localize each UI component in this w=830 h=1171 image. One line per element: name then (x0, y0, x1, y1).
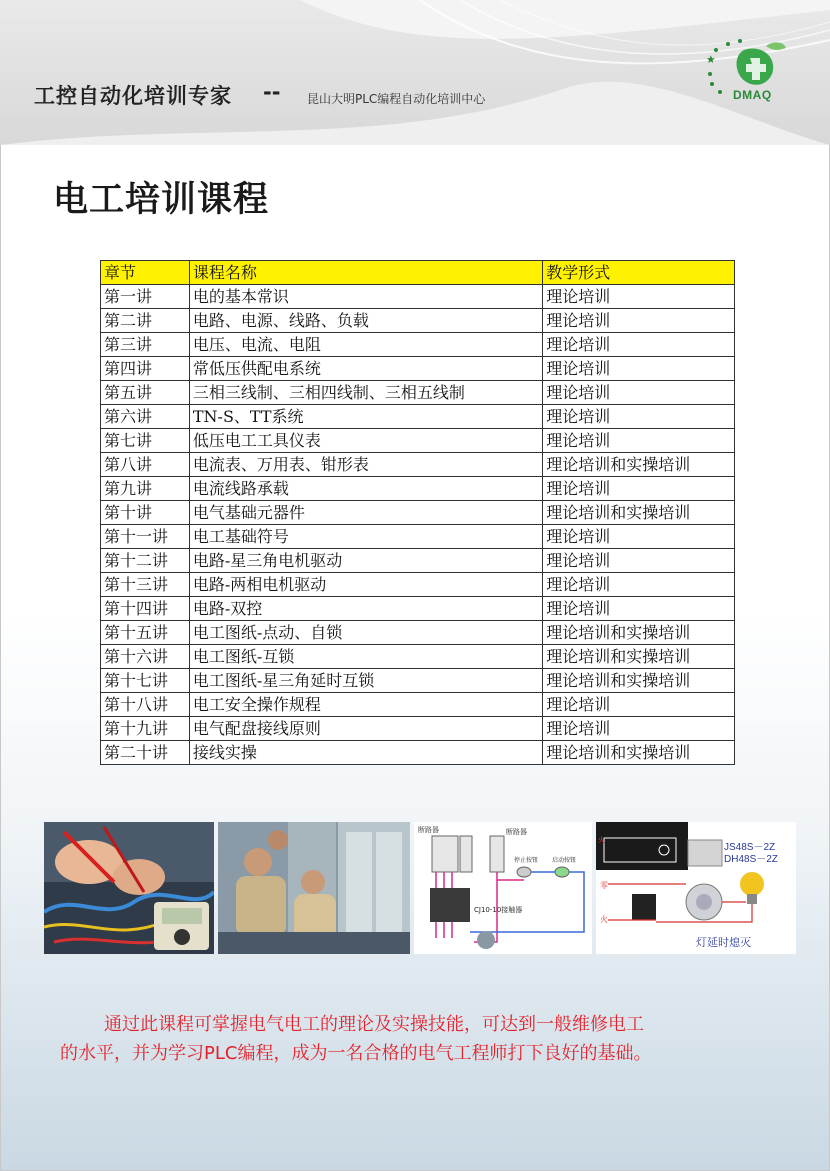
fire-label-top: 火 (598, 836, 605, 844)
chapter-cell: 第十八讲 (101, 693, 190, 717)
course-name-cell: 常低压供配电系统 (189, 357, 542, 381)
chapter-cell: 第十讲 (101, 501, 190, 525)
photo-contactor-wiring-diagram (414, 822, 592, 954)
chapter-cell: 第十二讲 (101, 549, 190, 573)
chapter-cell: 第二十讲 (101, 741, 190, 765)
table-row (101, 453, 735, 477)
table-row (101, 573, 735, 597)
description-line-2: 的水平，并为学习PLC编程，成为一名合格的电气工程师打下良好的基础。 (60, 1043, 652, 1064)
course-name-cell: 电压、电流、电阻 (189, 333, 542, 357)
header-title: 工控自动化培训专家 (34, 84, 232, 108)
table-row (101, 501, 735, 525)
course-name-cell: 电工图纸-点动、自锁 (189, 621, 542, 645)
chapter-cell: 第五讲 (101, 381, 190, 405)
teaching-form-cell: 理论培训和实操培训 (543, 621, 735, 645)
table-row (101, 525, 735, 549)
table-row (101, 717, 735, 741)
timer-model-label-1: JS48S－2Z (724, 842, 776, 853)
course-name-cell: 接线实操 (189, 741, 542, 765)
chapter-cell: 第一讲 (101, 285, 190, 309)
teaching-form-cell: 理论培训 (543, 717, 735, 741)
chapter-cell: 第二讲 (101, 309, 190, 333)
timer-model-label-2: DH48S－2Z (724, 854, 778, 865)
photo-delay-lamp-diagram (596, 822, 796, 954)
stop-button-label: 停止按钮 (514, 857, 539, 864)
table-row (101, 693, 735, 717)
chapter-cell: 第七讲 (101, 429, 190, 453)
header-subtitle: 昆山大明PLC编程自动化培训中心 (307, 92, 486, 106)
table-row (101, 597, 735, 621)
fire-label: 火 (600, 915, 608, 924)
course-name-cell: 低压电工工具仪表 (189, 429, 542, 453)
course-name-cell: 电路-星三角电机驱动 (189, 549, 542, 573)
chapter-cell: 第十一讲 (101, 525, 190, 549)
teaching-form-cell: 理论培训 (543, 309, 735, 333)
teaching-form-cell: 理论培训 (543, 357, 735, 381)
breaker-label-1: 断路器 (418, 826, 439, 834)
zero-label: 零 (600, 881, 608, 890)
course-name-cell: 电路-双控 (189, 597, 542, 621)
chapter-cell: 第四讲 (101, 357, 190, 381)
start-button-label: 启动按钮 (552, 857, 577, 864)
table-row (101, 333, 735, 357)
column-header-course-name: 课程名称 (189, 261, 542, 285)
column-header-chapter: 章节 (101, 261, 190, 285)
table-row (101, 309, 735, 333)
teaching-form-cell: 理论培训和实操培训 (543, 453, 735, 477)
table-header-row (101, 261, 735, 285)
teaching-form-cell: 理论培训 (543, 597, 735, 621)
course-name-cell: TN-S、TT系统 (189, 405, 542, 429)
diagram-caption: 灯延时熄灭 (696, 936, 751, 949)
teaching-form-cell: 理论培训和实操培训 (543, 645, 735, 669)
course-name-cell: 电气配盘接线原则 (189, 717, 542, 741)
photo-multimeter-wiring (44, 822, 214, 954)
table-row (101, 669, 735, 693)
course-description (60, 1010, 780, 1068)
table-row (101, 357, 735, 381)
course-table (100, 260, 735, 765)
teaching-form-cell: 理论培训 (543, 381, 735, 405)
course-name-cell: 电工图纸-星三角延时互锁 (189, 669, 542, 693)
table-row (101, 477, 735, 501)
course-name-cell: 电流线路承载 (189, 477, 542, 501)
teaching-form-cell: 理论培训和实操培训 (543, 501, 735, 525)
chapter-cell: 第六讲 (101, 405, 190, 429)
chapter-cell: 第十五讲 (101, 621, 190, 645)
table-row (101, 645, 735, 669)
photo-trainees-practicing (218, 822, 410, 954)
teaching-form-cell: 理论培训 (543, 333, 735, 357)
teaching-form-cell: 理论培训 (543, 429, 735, 453)
page-title: 电工培训课程 (53, 179, 270, 220)
logo-text: DMAQ (733, 88, 772, 102)
teaching-form-cell: 理论培训和实操培训 (543, 669, 735, 693)
table-row (101, 621, 735, 645)
teaching-form-cell: 理论培训 (543, 285, 735, 309)
column-header-teaching-form: 教学形式 (543, 261, 735, 285)
chapter-cell: 第九讲 (101, 477, 190, 501)
chapter-cell: 第十三讲 (101, 573, 190, 597)
chapter-cell: 第八讲 (101, 453, 190, 477)
description-line-1: 通过此课程可掌握电气电工的理论及实操技能，可达到一般维修电工 (104, 1014, 644, 1035)
teaching-form-cell: 理论培训 (543, 405, 735, 429)
course-name-cell: 电气基础元器件 (189, 501, 542, 525)
teaching-form-cell: 理论培训 (543, 549, 735, 573)
chapter-cell: 第十九讲 (101, 717, 190, 741)
chapter-cell: 第十七讲 (101, 669, 190, 693)
teaching-form-cell: 理论培训 (543, 693, 735, 717)
table-row (101, 741, 735, 765)
course-name-cell: 电工图纸-互锁 (189, 645, 542, 669)
header-banner (0, 0, 830, 145)
course-name-cell: 电流表、万用表、钳形表 (189, 453, 542, 477)
table-row (101, 405, 735, 429)
teaching-form-cell: 理论培训 (543, 477, 735, 501)
course-name-cell: 电的基本常识 (189, 285, 542, 309)
table-row (101, 285, 735, 309)
contactor-label: CJ10-10接触器 (474, 906, 523, 914)
table-row (101, 429, 735, 453)
table-row (101, 549, 735, 573)
teaching-form-cell: 理论培训 (543, 573, 735, 597)
teaching-form-cell: 理论培训和实操培训 (543, 741, 735, 765)
header-separator: -- (263, 80, 281, 104)
chapter-cell: 第十六讲 (101, 645, 190, 669)
course-name-cell: 三相三线制、三相四线制、三相五线制 (189, 381, 542, 405)
course-name-cell: 电工基础符号 (189, 525, 542, 549)
chapter-cell: 第十四讲 (101, 597, 190, 621)
table-row (101, 381, 735, 405)
course-name-cell: 电路、电源、线路、负载 (189, 309, 542, 333)
breaker-label-2: 断路器 (506, 828, 527, 836)
chapter-cell: 第三讲 (101, 333, 190, 357)
course-name-cell: 电工安全操作规程 (189, 693, 542, 717)
teaching-form-cell: 理论培训 (543, 525, 735, 549)
course-name-cell: 电路-两相电机驱动 (189, 573, 542, 597)
